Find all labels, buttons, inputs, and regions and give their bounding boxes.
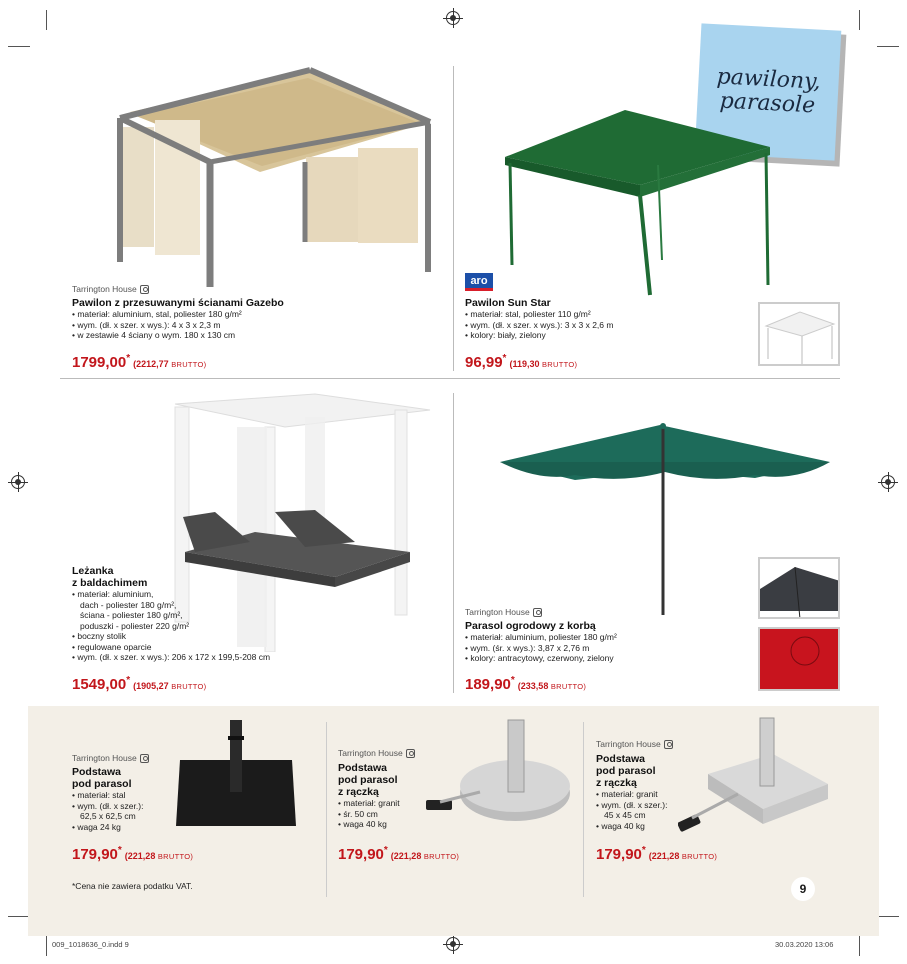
product-card: [72, 766, 182, 832]
camera-icon: [140, 285, 149, 294]
product-card: [72, 565, 342, 663]
vat-note: *Cena nie zawiera podatku VAT.: [72, 881, 193, 891]
crop-mark: [8, 916, 30, 917]
spec-item: • materiał: stal, poliester 110 g/m²: [465, 309, 591, 319]
crop-mark: [859, 936, 860, 956]
product-title: z rączką: [338, 786, 379, 798]
price: 1799,00* (2212,77 BRUTTO): [72, 353, 207, 371]
price: 179,90* (221,28 BRUTTO): [596, 845, 718, 863]
spec-item: • kolory: antracytowy, czerwony, zielony: [465, 653, 614, 663]
product-title: Podstawa: [338, 762, 388, 774]
camera-icon: [533, 608, 542, 617]
file-info: 009_1018636_0.indd 9: [52, 940, 129, 949]
product-title: z rączką: [596, 777, 637, 789]
spec-item: dach - poliester 180 g/m²,: [80, 599, 177, 610]
product-card: [465, 297, 755, 341]
crop-mark: [46, 936, 47, 956]
price: 96,99* (119,30 BRUTTO): [465, 353, 578, 371]
gazebo-image: [100, 62, 440, 292]
spec-item: 45 x 45 cm: [604, 810, 646, 820]
spec-item: • boczny stolik: [72, 631, 126, 641]
price: 1549,00* (1905,27 BRUTTO): [72, 675, 207, 693]
spec-list: [72, 309, 442, 341]
divider: [326, 722, 327, 897]
spec-item: • wym. (dł. x szer. x wys.): 4 x 3 x 2,3 m: [72, 319, 221, 330]
square-granite-base-image: [678, 714, 833, 844]
aro-logo: aro: [465, 273, 493, 291]
spec-item: • waga 40 kg: [596, 820, 645, 831]
brand-label: Tarrington House: [465, 607, 542, 617]
red-variant-thumbnail: [758, 627, 840, 691]
divider: [60, 378, 840, 379]
divider: [453, 393, 454, 693]
registration-mark-icon: [446, 937, 460, 951]
spec-item: • regulowane oparcie: [72, 641, 152, 652]
spec-item: 62,5 x 62,5 cm: [80, 811, 136, 821]
spec-item: • w zestawie 4 ściany o wym. 180 x 130 cm: [72, 330, 236, 340]
banner-line-1: pawilony,: [716, 64, 822, 95]
spec-item: • wym. (śr. x wys.): 3,87 x 2,76 m: [465, 642, 590, 653]
product-title: Parasol ogrodowy z korbą: [465, 620, 596, 632]
brand-label: Tarrington House: [72, 753, 149, 763]
divider: [453, 66, 454, 371]
registration-mark-icon: [881, 475, 895, 489]
product-title: Pawilon z przesuwanymi ścianami Gazebo: [72, 297, 284, 309]
price: 189,90* (233,58 BRUTTO): [465, 675, 587, 693]
price: 179,90* (221,28 BRUTTO): [338, 845, 460, 863]
spec-list: [72, 790, 182, 832]
spec-item: • materiał: aluminium, stal, poliester 180 g/m²: [72, 309, 242, 319]
product-title: z baldachimem: [72, 577, 148, 589]
brand-label: Tarrington House: [596, 739, 673, 749]
divider: [583, 722, 584, 897]
crop-mark: [877, 46, 899, 47]
anthracite-variant-thumbnail: [758, 557, 840, 619]
brand-label: Tarrington House: [72, 284, 149, 294]
crop-mark: [859, 10, 860, 30]
product-title: pod parasol: [72, 778, 132, 790]
spec-item: • śr. 50 cm: [338, 808, 378, 819]
green-gazebo-image: [500, 105, 775, 305]
product-title: pod parasol: [338, 774, 398, 786]
camera-icon: [140, 754, 149, 763]
price: 179,90* (221,28 BRUTTO): [72, 845, 194, 863]
spec-item: • materiał: granit: [596, 789, 658, 799]
spec-item: • materiał: granit: [338, 798, 400, 808]
spec-item: • waga 24 kg: [72, 821, 121, 832]
spec-item: • kolory: biały, zielony: [465, 330, 546, 340]
spec-list: [465, 309, 755, 341]
white-variant-thumbnail: [758, 302, 840, 366]
spec-list: [596, 789, 696, 831]
product-title: Podstawa: [72, 766, 122, 778]
product-title: Leżanka: [72, 565, 114, 577]
spec-item: • materiał: aluminium, poliester 180 g/m²: [465, 632, 617, 642]
camera-icon: [406, 749, 415, 758]
brand-label: Tarrington House: [338, 748, 415, 758]
registration-mark-icon: [11, 475, 25, 489]
product-title: pod parasol: [596, 765, 656, 777]
page-number: 9: [791, 877, 815, 901]
crop-mark: [8, 46, 30, 47]
spec-item: • materiał: stal: [72, 790, 126, 800]
spec-item: • materiał: aluminium,: [72, 589, 154, 599]
spec-item: • wym. (dł. x szer.):: [596, 799, 668, 810]
spec-list: [465, 632, 755, 664]
banner-line-2: parasole: [719, 88, 816, 119]
spec-item: poduszki - poliester 220 g/m²: [80, 620, 190, 631]
product-title: Pawilon Sun Star: [465, 297, 551, 309]
spec-list: [72, 589, 342, 663]
spec-item: • wym. (dł. x szer. x wys.): 206 x 172 x 199,5-208 cm: [72, 652, 271, 662]
product-card: [72, 297, 442, 341]
registration-mark-icon: [446, 11, 460, 25]
product-card: [596, 753, 696, 831]
product-title: Podstawa: [596, 753, 646, 765]
spec-list: [338, 798, 428, 830]
crop-mark: [877, 916, 899, 917]
product-card: [338, 762, 428, 830]
spec-item: ściana - poliester 180 g/m²,: [80, 610, 183, 620]
spec-item: • wym. (dł. x szer. x wys.): 3 x 3 x 2,6 m: [465, 319, 614, 330]
crop-mark: [46, 10, 47, 30]
camera-icon: [664, 740, 673, 749]
product-card: [465, 620, 755, 664]
steel-base-image: [172, 718, 300, 830]
round-granite-base-image: [420, 718, 570, 828]
spec-item: • waga 40 kg: [338, 819, 387, 829]
print-date: 30.03.2020 13:06: [775, 940, 834, 949]
spec-item: • wym. (dł. x szer.):: [72, 800, 144, 811]
